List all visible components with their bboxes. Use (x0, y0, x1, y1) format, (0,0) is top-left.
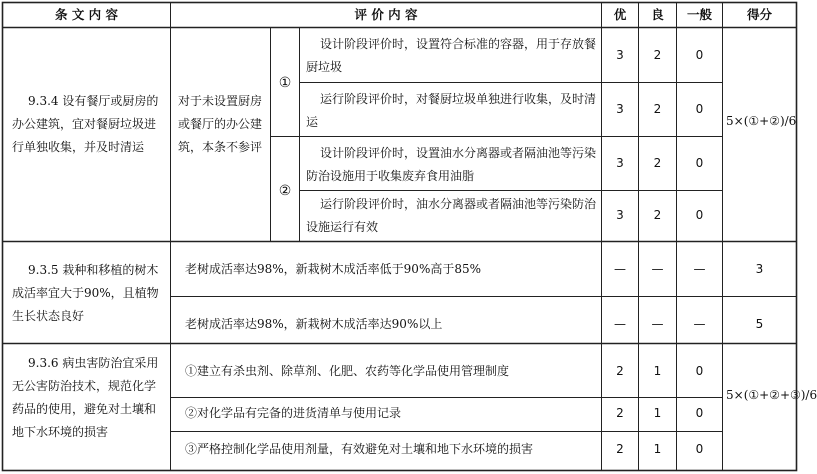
item-1-fair: 0 (695, 48, 704, 62)
item-4-good: 2 (653, 208, 662, 222)
row-2-fair: — (693, 317, 706, 331)
row-2-score: 5 (755, 317, 764, 331)
row-1-excellent: — (614, 262, 626, 276)
item-4-excellent: 3 (616, 208, 624, 222)
chem-3-good: 1 (653, 442, 662, 456)
header-excellent: 优 (613, 7, 627, 22)
score-formula-9-3-6: 5×(①+②+③)/6 (726, 388, 817, 402)
item-3-fair: 0 (695, 156, 704, 170)
header-evaluation: 评 价 内 容 (354, 7, 418, 22)
row-chemical-policy: ①建立有杀虫剂、除草剂、化肥、农药等化学品使用管理制度 (185, 364, 510, 378)
chem-2-good: 1 (653, 406, 662, 420)
chem-2-fair: 0 (695, 406, 704, 420)
item-2-excellent: 3 (616, 102, 624, 116)
item-1-excellent: 3 (616, 48, 624, 62)
chem-2-excellent: 2 (616, 406, 624, 420)
item-design-container: 设计阶段评价时，设置符合标准的容器，用于存放餐厨垃圾 (306, 37, 597, 74)
row-2-excellent: — (614, 317, 626, 331)
row-chemical-records: ②对化学品有完备的进货清单与使用记录 (185, 406, 402, 420)
chem-1-fair: 0 (695, 364, 704, 378)
row-1-score: 3 (755, 262, 764, 276)
header-clause: 条 文 内 容 (54, 7, 119, 22)
row-1-good: — (651, 262, 664, 276)
header-good: 良 (651, 7, 664, 22)
chem-1-good: 1 (653, 364, 662, 378)
chem-1-excellent: 2 (616, 364, 624, 378)
header-score: 得分 (746, 7, 772, 22)
item-3-good: 2 (653, 156, 662, 170)
item-design-separator: 设计阶段评价时，设置油水分离器或者隔油池等污染防治设施用于收集废弃食用油脂 (306, 146, 597, 183)
group-2-label: ② (278, 183, 292, 199)
item-operate-separator: 运行阶段评价时，油水分离器或者隔油池等污染防治设施运行有效 (306, 197, 597, 234)
note-not-applicable: 对于未设置厨房或餐厅的办公建筑，本条不参评 (178, 94, 263, 154)
item-1-good: 2 (653, 48, 662, 62)
group-1-label: ① (278, 75, 292, 91)
header-fair: 一般 (686, 7, 712, 22)
row-chemical-dosage: ③严格控制化学品使用剂量，有效避免对土壤和地下水环境的损害 (185, 442, 534, 456)
row-survival-85: 老树成活率达98%，新栽树木成活率低于90%高于85% (185, 262, 482, 276)
item-3-excellent: 3 (616, 156, 624, 170)
chem-3-excellent: 2 (616, 442, 624, 456)
item-2-good: 2 (653, 102, 662, 116)
item-2-fair: 0 (695, 102, 704, 116)
score-formula-9-3-4: 5×(①+②)/6 (726, 114, 797, 128)
row-1-fair: — (693, 262, 706, 276)
row-survival-90: 老树成活率达98%，新栽树木成活率达90%以上 (185, 317, 443, 331)
item-4-fair: 0 (695, 208, 704, 222)
row-2-good: — (651, 317, 664, 331)
clause-9-3-6: 9.3.6 病虫害防治宜采用无公害防治技术，规范化学药品的使用，避免对土壤和地下水环境的损害 (12, 356, 159, 439)
clause-9-3-4: 9.3.4 设有餐厅或厨房的办公建筑，宜对餐厨垃圾进行单独收集，并及时清运 (12, 94, 159, 154)
item-operate-collect: 运行阶段评价时，对餐厨垃圾单独进行收集，及时清运 (306, 92, 597, 129)
chem-3-fair: 0 (695, 442, 704, 456)
clause-9-3-5: 9.3.5 栽种和移植的树木成活率宜大于90%，且植物生长状态良好 (12, 263, 159, 323)
